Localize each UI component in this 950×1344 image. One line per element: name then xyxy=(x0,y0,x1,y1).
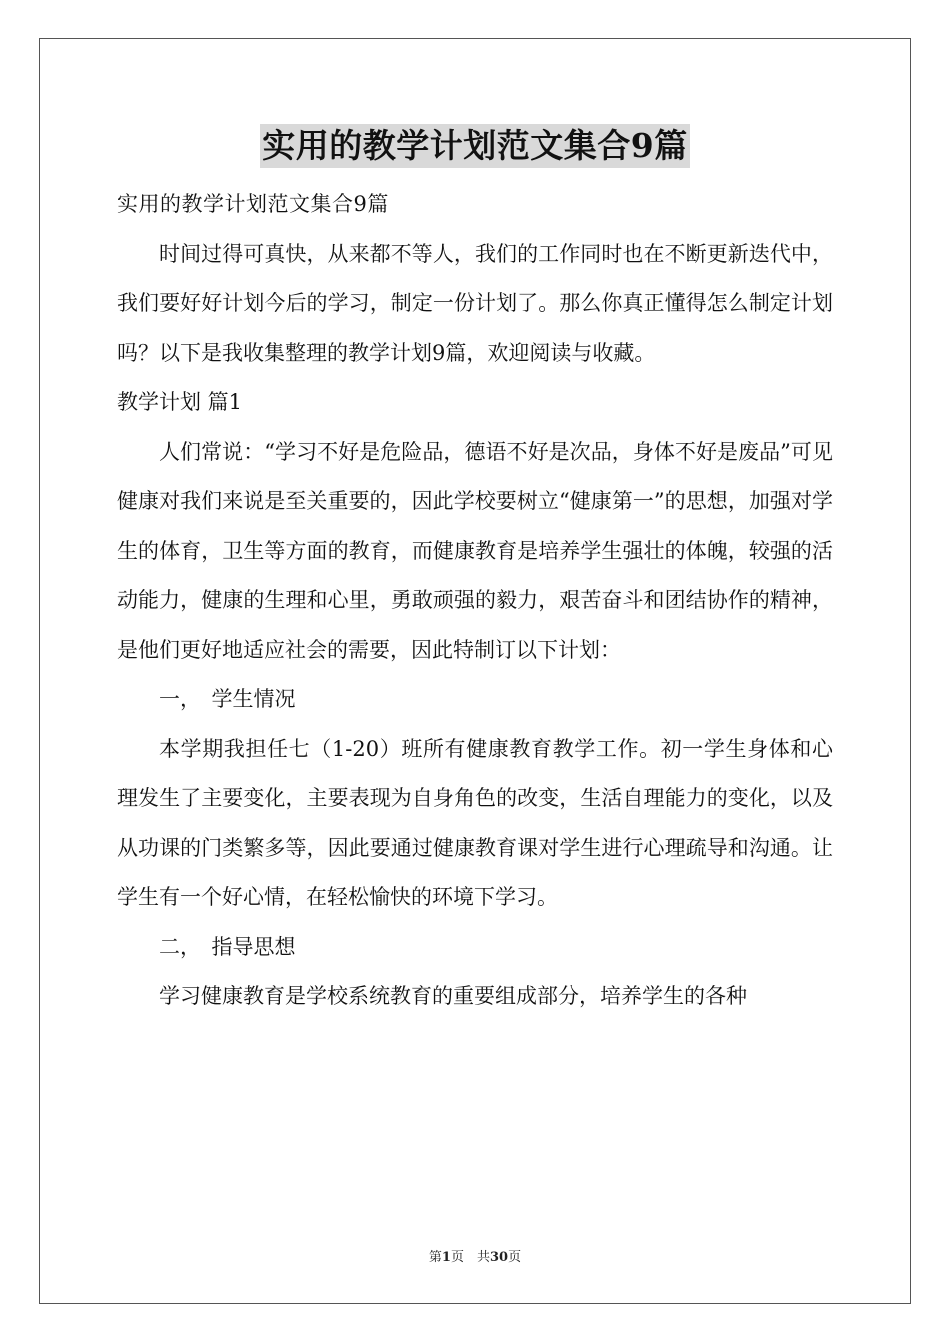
paragraph-3: 学习健康教育是学校系统教育的重要组成部分，培养学生的各种 xyxy=(159,984,747,1008)
subheading-one: 一， 学生情况 xyxy=(159,687,296,711)
intro-paragraph: 时间过得可真快，从来都不等人，我们的工作同时也在不断更新迭代中，我们要好好计划今后的学习，制定一份计划了。那么你真正懂得怎么制定计划吗？以下是我收集整理的教学计划9篇，欢迎阅读与收藏。 xyxy=(117,241,833,365)
paragraph-1: 人们常说：“学习不好是危险品，德语不好是次品，身体不好是废品”可见健康对我们来说是至关重要的，因此学校要树立“健康第一”的思想，加强对学生的体育，卫生等方面的教育，而健康教育是培养学生强壮的体魄，较强的活动能力，健康的生理和心里，勇敢顽强的毅力，艰苦奋斗和团结协作的精神，是他们更好地适应社会的需要，因此特制订以下计划： xyxy=(117,439,833,662)
section-heading: 教学计划 篇1 xyxy=(117,390,243,414)
paragraph-2: 本学期我担任七（1-20）班所有健康教育教学工作。初一学生身体和心理发生了主要变化，主要表现为自身角色的改变，生活自理能力的变化，以及从功课的门类繁多等，因此要通过健康教育课对学生进行心理疏导和沟通。让学生有一个好心情，在轻松愉快的环境下学习。 xyxy=(117,736,833,909)
footer-total-pages: 30 xyxy=(489,1250,509,1265)
document-body xyxy=(117,180,833,1022)
footer-current-page: 1 xyxy=(441,1250,451,1265)
page-footer xyxy=(0,1246,950,1265)
subheading-two: 二， 指导思想 xyxy=(159,934,296,959)
document-title: 实用的教学计划范文集合9篇 xyxy=(260,124,689,168)
footer-mid: 页 共 xyxy=(450,1250,490,1265)
document-subtitle: 实用的教学计划范文集合9篇 xyxy=(117,192,389,216)
title-container xyxy=(0,124,950,168)
footer-prefix: 第 xyxy=(428,1250,442,1265)
footer-suffix: 页 xyxy=(508,1250,522,1265)
